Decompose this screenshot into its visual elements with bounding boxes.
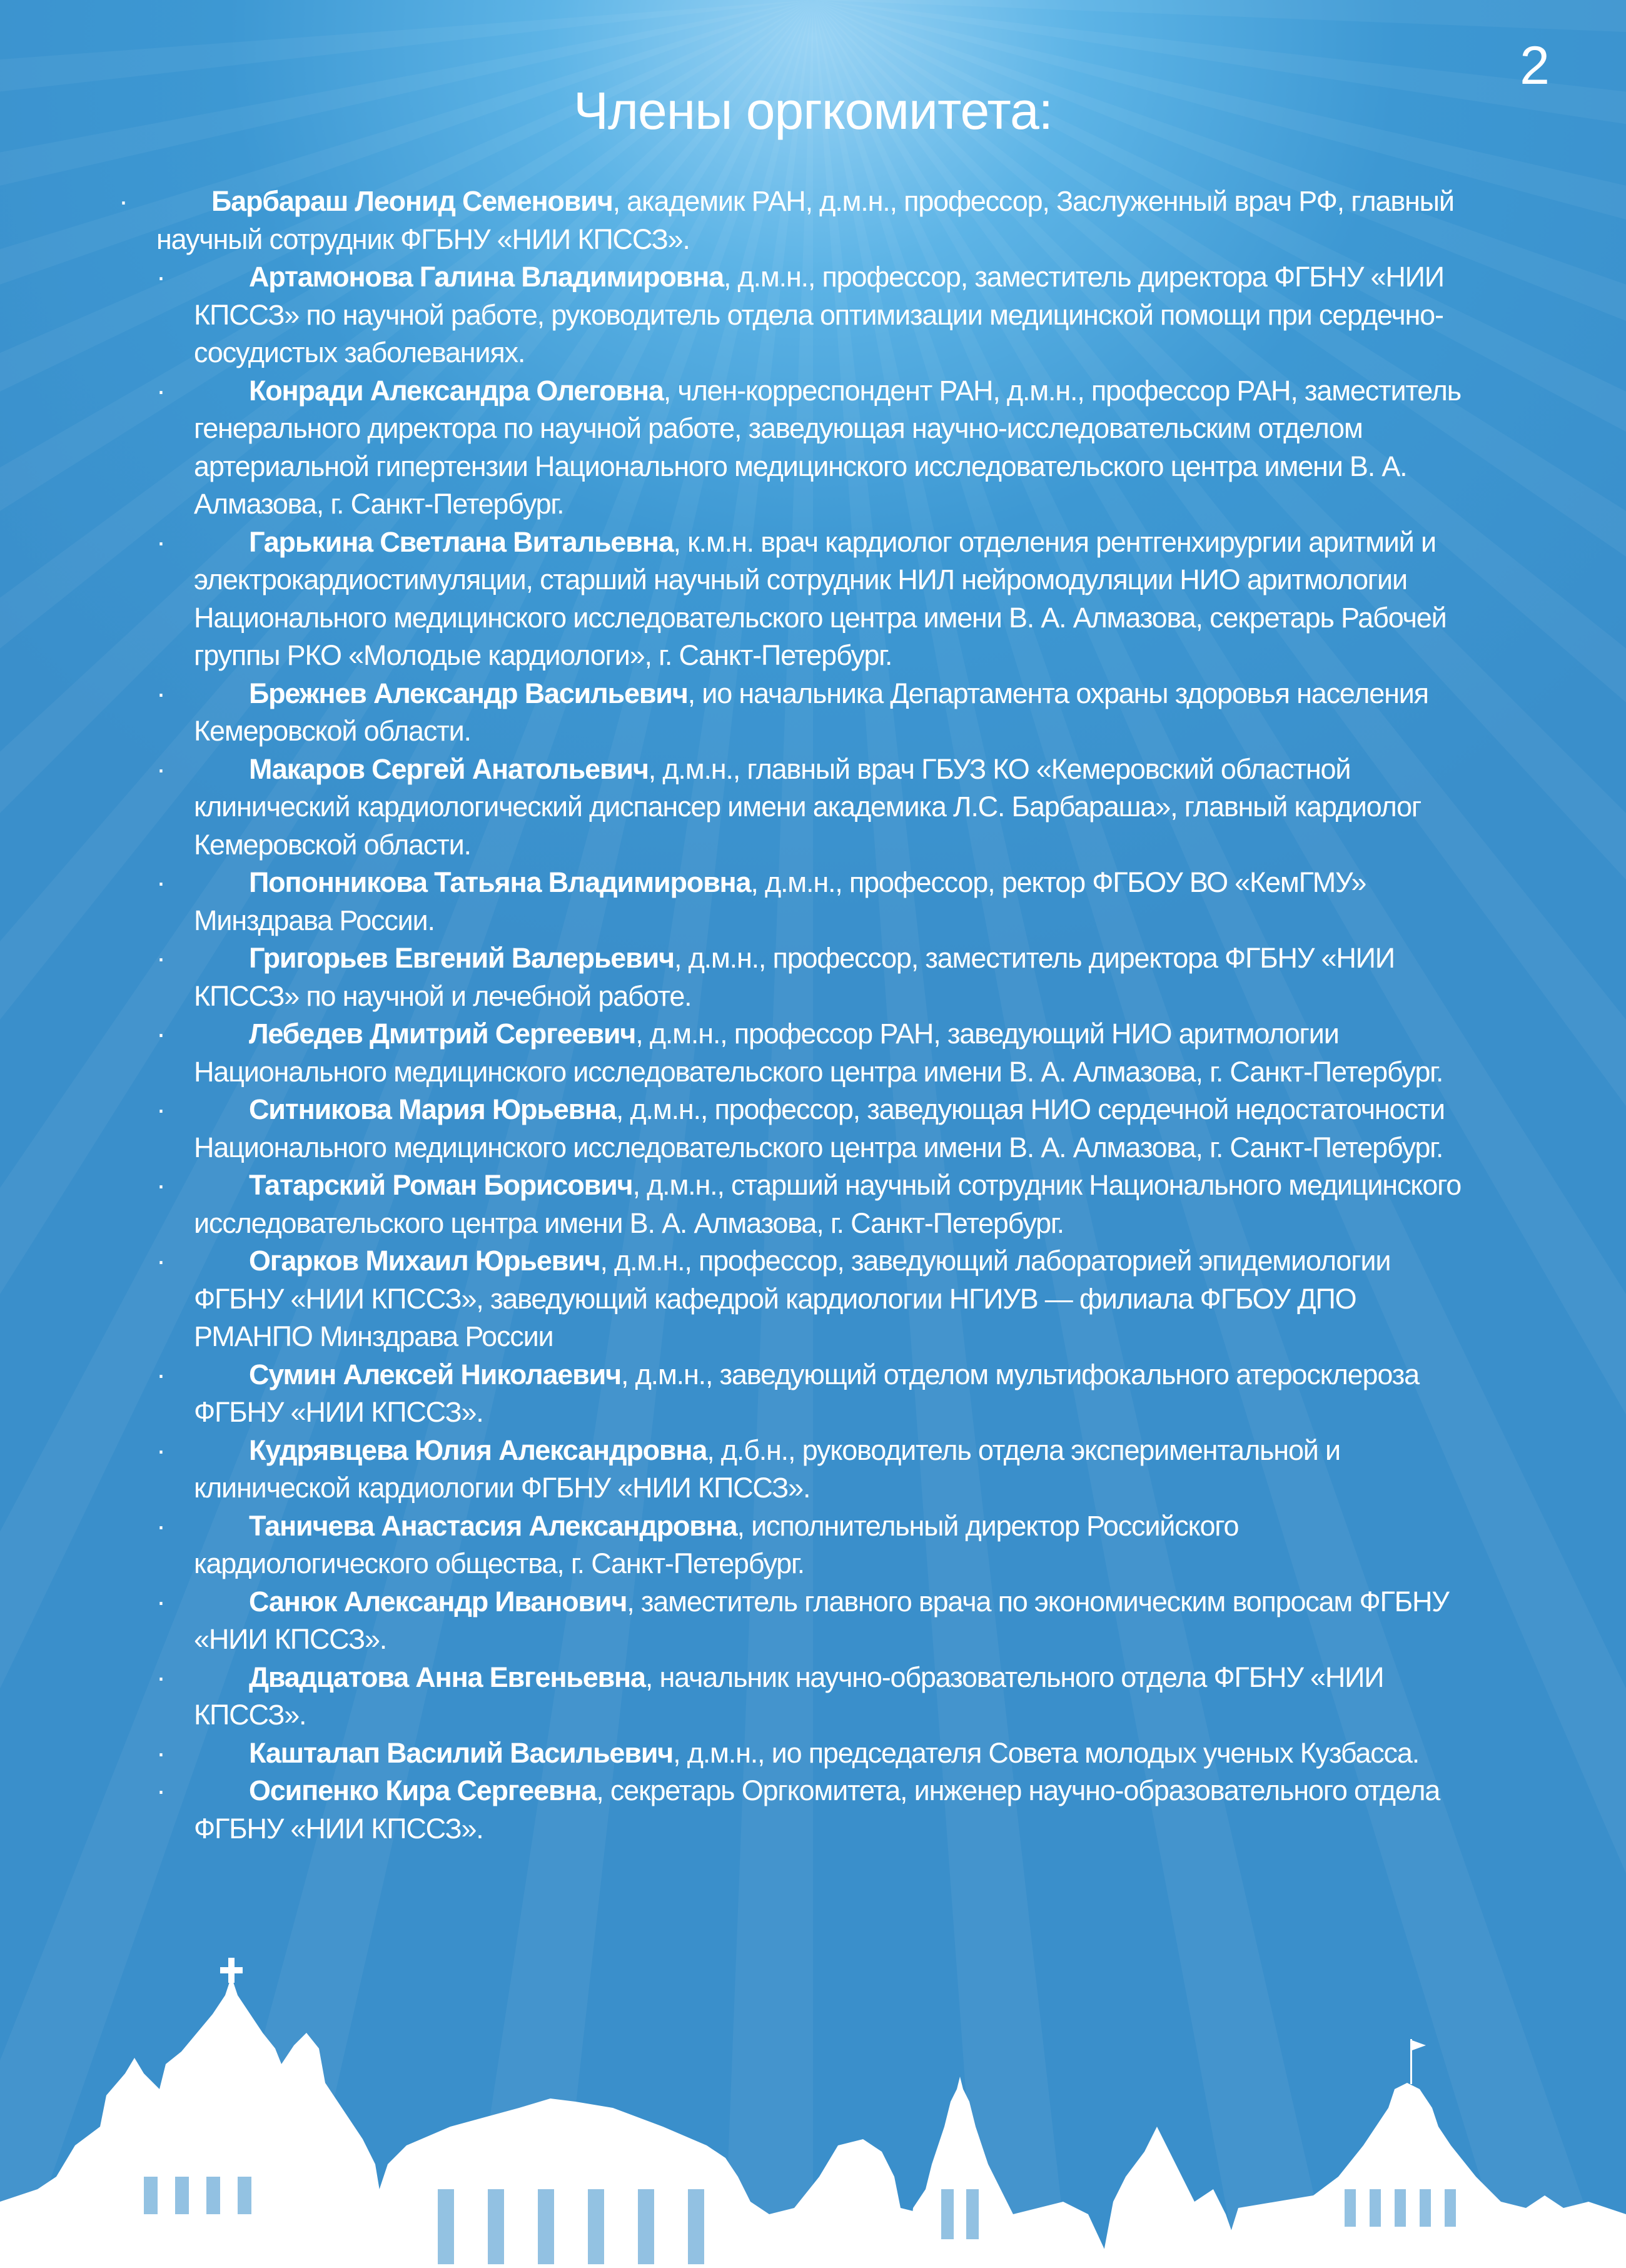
member-details: , д.м.н., ио председателя Совета молодых ученых Кузбасса. [673,1736,1419,1769]
member-details: , д.м.н., профессор РАН, заведующий НИО аритмологии Национального медицинского исследовательского центра имени В. А. Алмазова, г. Санкт-Петербург. [194,1018,1443,1088]
member-details: , д.м.н., профессор, заместитель директора ФГБНУ «НИИ КПССЗ» по научной работе, руководитель отдела оптимизации медицинской помощи при сердечно-сосудистых заболеваниях. [194,261,1444,368]
organizing-committee-list [119,183,1463,1848]
bullet-marker: · [156,1774,165,1806]
member-name: Кашталап Василий Васильевич [249,1736,674,1769]
bullet-marker: · [156,752,165,785]
member-item [156,864,1463,939]
page-title: Члены оргкомитета: [573,81,1053,140]
member-item [156,1356,1463,1432]
member-name: Двадцатова Анна Евгеньевна [249,1661,645,1693]
bullet-marker: · [156,374,165,407]
chapel-shape [907,2077,1113,2268]
member-item [156,1432,1463,1507]
bullet-marker: · [156,1585,165,1617]
member-name: Таничева Анастасия Александровна [249,1509,737,1542]
bullet-marker: · [156,1661,165,1693]
member-details: , заместитель главного врача по экономическим вопросам ФГБНУ «НИИ КПССЗ». [194,1585,1449,1655]
member-item [156,675,1463,751]
member-item [156,1583,1463,1659]
member-item [156,1772,1463,1848]
member-name: Лебедев Дмитрий Сергеевич [249,1018,636,1050]
flag-shape [1410,2039,1426,2084]
bullet-marker: · [156,1736,165,1769]
member-item [156,1507,1463,1583]
bullet-marker: · [156,1358,165,1390]
member-item [156,939,1463,1015]
bullet-marker: · [119,185,128,217]
member-item [156,258,1463,372]
member-details: , академик РАН, д.м.н., профессор, Заслуженный врач РФ, главный научный сотрудник ФГБНУ «НИИ КПССЗ». [156,185,1454,255]
member-item [156,1015,1463,1091]
bullet-marker: · [156,1018,165,1050]
member-name: Ситникова Мария Юрьевна [249,1093,616,1125]
member-name: Брежнев Александр Васильевич [249,677,688,709]
member-name: Санюк Александр Иванович [249,1585,627,1617]
member-details: , к.м.н. врач кардиолог отделения рентгенхирургии аритмий и электрокардиостимуляции, старший научный сотрудник НИЛ нейромодуляции НИО аритмологии Национального медицинского исследовательского центра имени В. А. Алмазова, секретарь Рабочей группы РКО «Молодые кардиологи», г. Санкт-Петербург. [194,525,1447,671]
member-item [156,1734,1463,1773]
member-details: , д.м.н., старший научный сотрудник Национального медицинского исследовательского центра имени В. А. Алмазова, г. Санкт-Петербург. [194,1169,1462,1239]
bullet-marker: · [156,1509,165,1542]
member-details: , д.м.н., профессор, заведующая НИО сердечной недостаточности Национального медицинского исследовательского центра имени В. А. Алмазова, г. Санкт-Петербург. [194,1093,1445,1163]
member-item [119,183,1463,258]
member-name: Артамонова Галина Владимировна [249,261,724,293]
member-details: , д.м.н., главный врач ГБУЗ КО «Кемеровский областной клинический кардиологический диспансер имени академика Л.С. Барбараша», главный кардиолог Кемеровской области. [194,752,1421,861]
member-item [156,1167,1463,1242]
member-details: , д.м.н., профессор, заведующий лабораторией эпидемиологии ФГБНУ «НИИ КПССЗ», заведующий кафедрой кардиологии НГИУВ — филиала ФГБОУ ДПО РМАНПО Минздрава России [194,1245,1391,1352]
city-skyline-illustration [0,1939,1626,2268]
bullet-marker: · [156,1093,165,1125]
member-name: Попонникова Татьяна Владимировна [249,866,751,898]
member-details: , д.м.н., заведующий отделом мультифокального атеросклероза ФГБНУ «НИИ КПССЗ». [194,1358,1419,1428]
member-name: Осипенко Кира Сергеевна [249,1774,597,1806]
bullet-marker: · [156,677,165,709]
member-details: , д.м.н., профессор, заместитель директора ФГБНУ «НИИ КПССЗ» по научной и лечебной работе. [194,942,1395,1012]
member-item [156,1242,1463,1356]
member-details: , член-корреспондент РАН, д.м.н., профессор РАН, заместитель генерального директора по научной работе, заведующая научно-исследовательским отделом артериальной гипертензии Национального медицинского исследовательского центра имени В. А. Алмазова, г. Санкт-Петербург. [194,374,1461,520]
church-left-cross [220,1958,243,1983]
member-item [156,372,1463,524]
member-name: Сумин Алексей Николаевич [249,1358,621,1390]
page-number: 2 [1520,36,1550,96]
bullet-marker: · [156,942,165,974]
bullet-marker: · [156,525,165,558]
member-name: Огарков Михаил Юрьевич [249,1245,600,1277]
member-details: , начальник научно-образовательного отдела ФГБНУ «НИИ КПССЗ». [194,1661,1384,1731]
member-name: Кудрявцева Юлия Александровна [249,1434,707,1466]
member-details: , секретарь Оргкомитета, инженер научно-образовательного отдела ФГБНУ «НИИ КПССЗ». [194,1774,1440,1845]
member-name: Барбараш Леонид Семенович [211,185,613,217]
bullet-marker: · [156,1434,165,1466]
bullet-marker: · [156,866,165,898]
member-name: Гарькина Светлана Витальевна [249,525,674,558]
trees-shape [1101,2127,1245,2268]
member-details: , д.м.н., профессор, ректор ФГБОУ ВО «КемГМУ» Минздрава России. [194,866,1366,936]
bullet-marker: · [156,261,165,293]
member-name: Татарский Роман Борисович [249,1169,633,1201]
member-item [156,1091,1463,1167]
bullet-marker: · [156,1169,165,1201]
member-item [156,524,1463,675]
member-name: Конради Александра Олеговна [249,374,664,407]
member-name: Макаров Сергей Анатольевич [249,752,649,785]
member-name: Григорьев Евгений Валерьевич [249,942,674,974]
member-item [156,751,1463,864]
member-item [156,1659,1463,1734]
member-details: , д.б.н., руководитель отдела экспериментальной и клинической кардиологии ФГБНУ «НИИ КПССЗ». [194,1434,1340,1504]
member-details: , исполнительный директор Российского кардиологического общества, г. Санкт-Петербург. [194,1509,1239,1579]
bullet-marker: · [156,1245,165,1277]
member-details: , ио начальника Департамента охраны здоровья населения Кемеровской области. [194,677,1428,747]
right-building-shape [1220,2083,1626,2268]
